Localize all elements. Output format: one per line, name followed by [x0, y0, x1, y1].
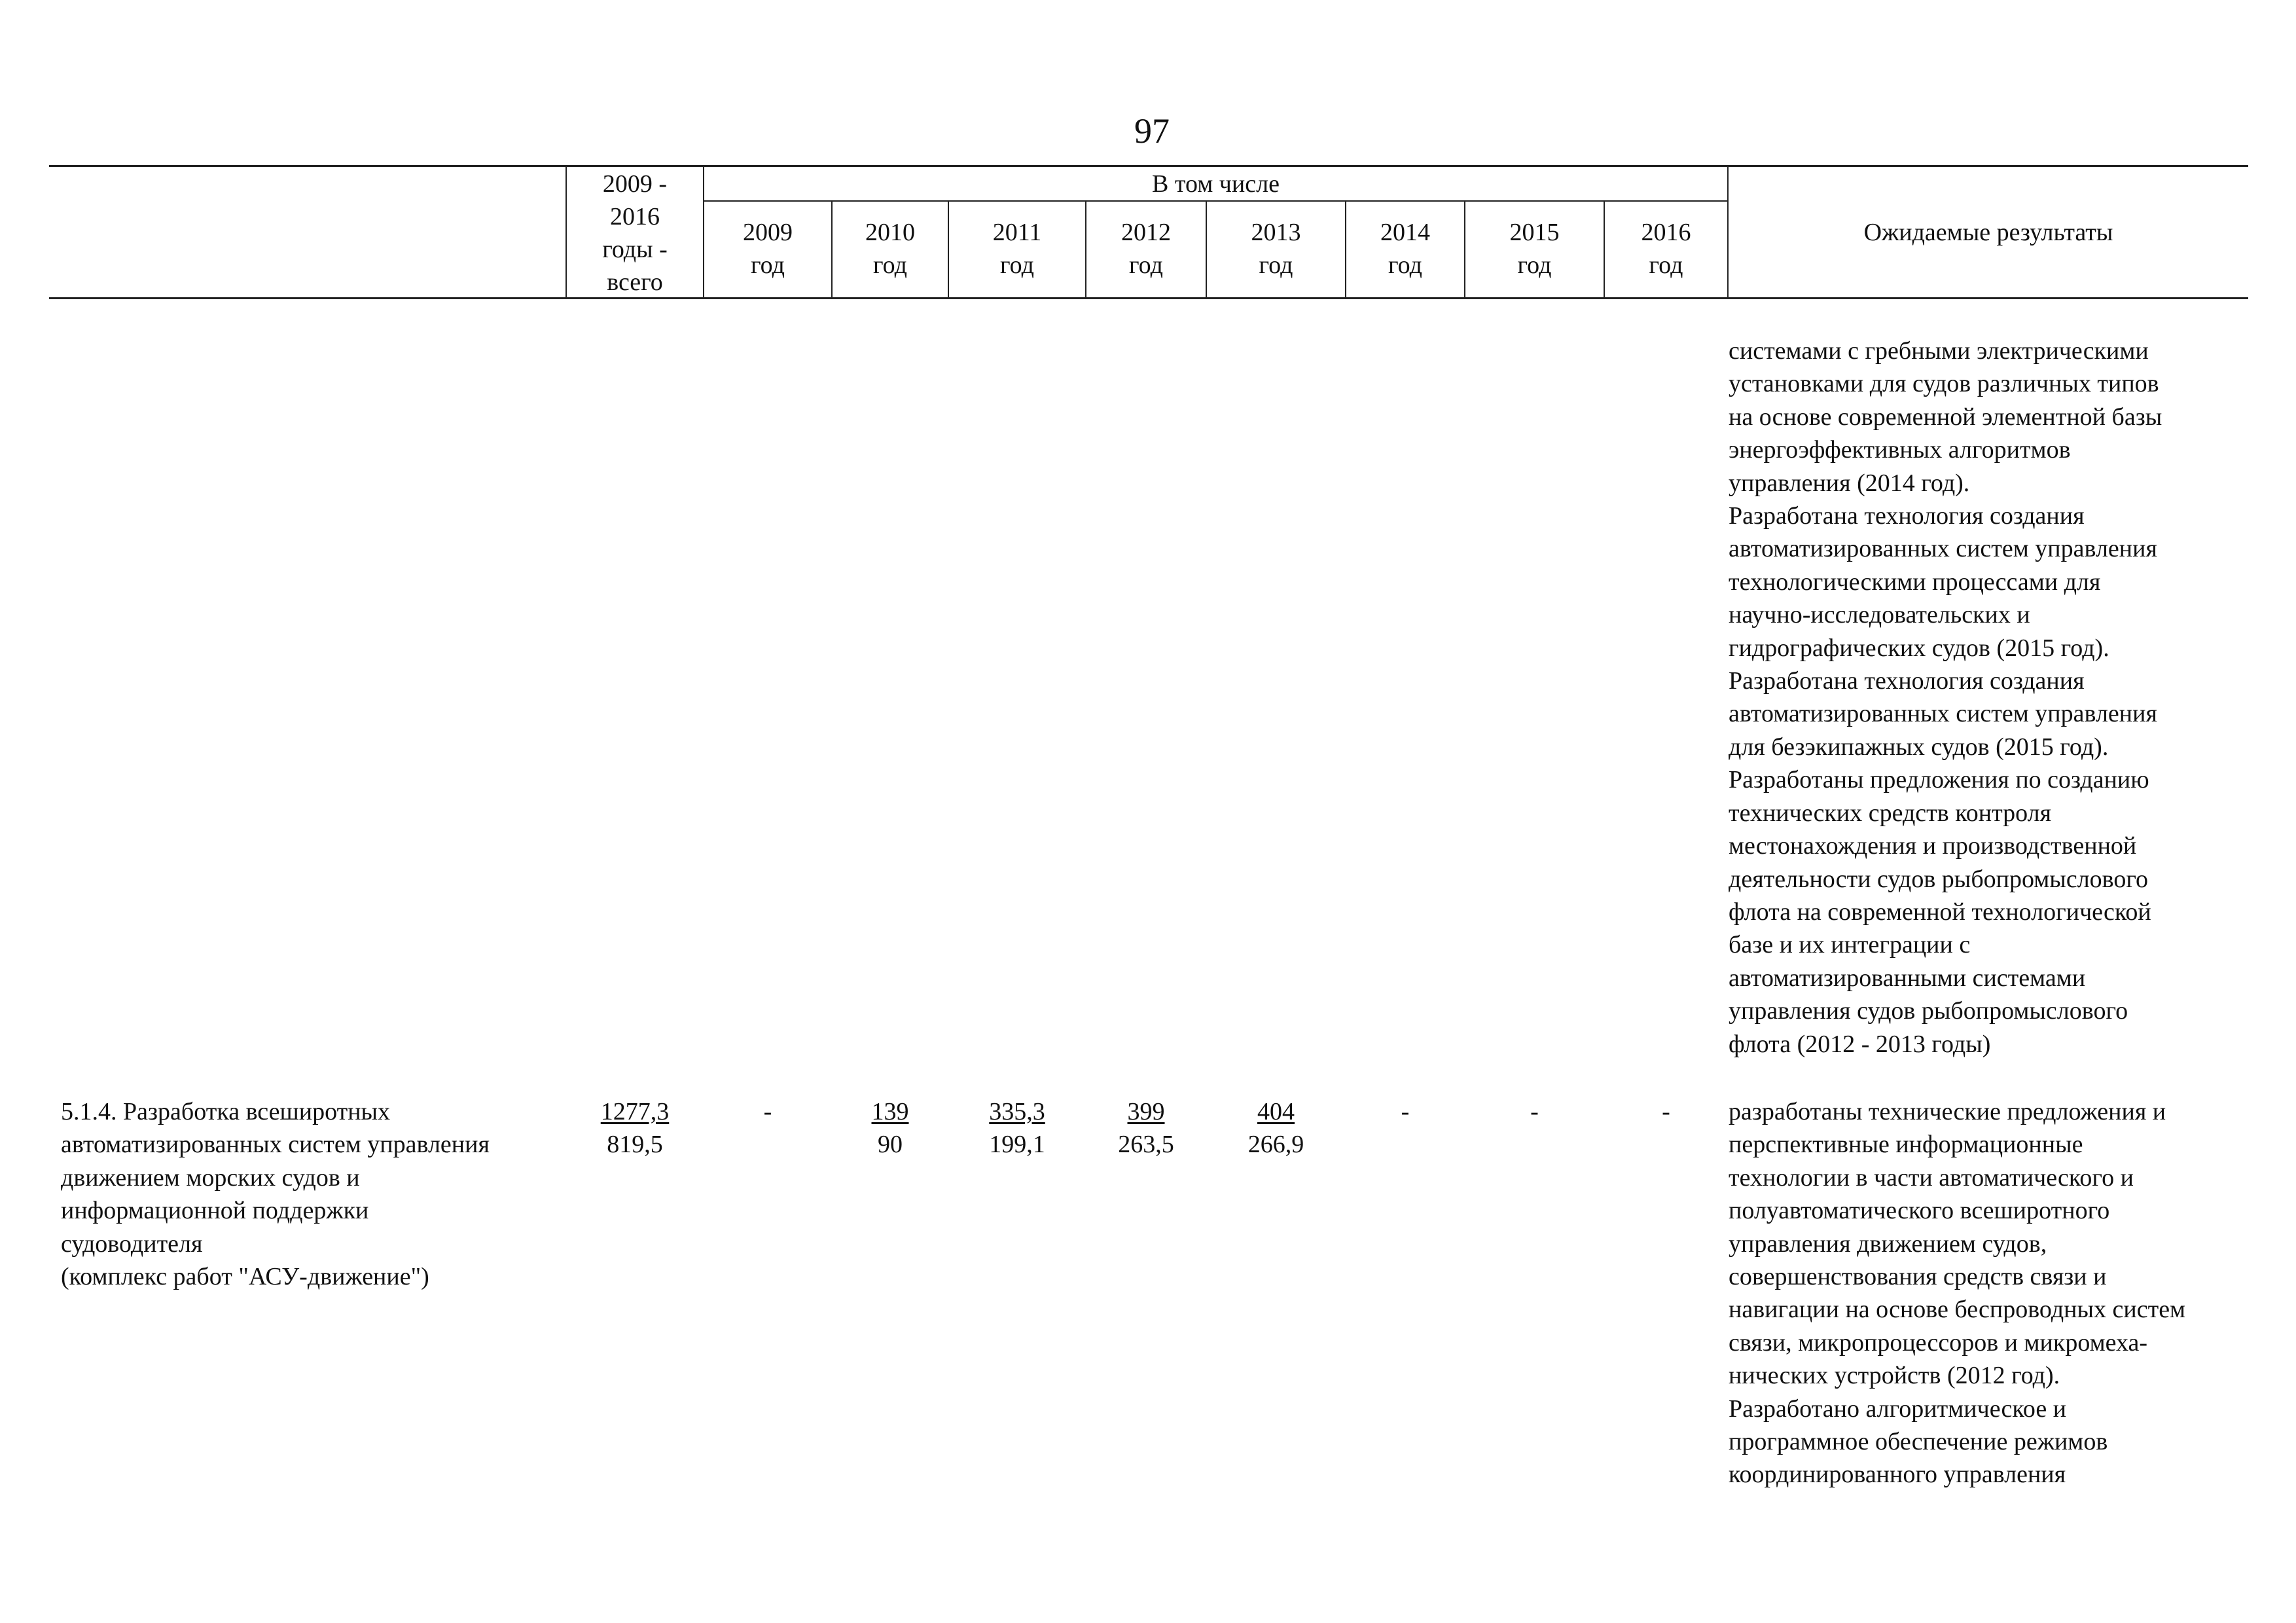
row-514-title: 5.1.4. Разработка всеширотных автоматизированных систем управления движением морских судов и информационной поддержки судоводителя (комплекс работ "АСУ-движение"): [61, 1098, 490, 1291]
header-year-2014: [1346, 216, 1464, 282]
header-results-label: Ожидаемые результаты: [1863, 219, 2113, 246]
header-year-2011: [949, 216, 1085, 282]
funding-value: 139: [871, 1098, 909, 1125]
year-label: 2014: [1380, 219, 1430, 246]
header-year-2009: [704, 216, 831, 282]
header-year-2016: [1605, 216, 1727, 282]
row-514-year-2016: [1605, 1095, 1727, 1128]
group-underline-rule: [703, 200, 1727, 202]
header-year-2012: [1086, 216, 1206, 282]
header-year-2010: [833, 216, 948, 282]
funding-value: 404: [1257, 1098, 1295, 1125]
header-total-line: всего: [607, 268, 663, 296]
year-label: 2010: [865, 219, 915, 246]
row-514-year-2009: [704, 1095, 831, 1128]
header-total-line: годы -: [602, 236, 668, 263]
header-total-line: 2009 -: [602, 170, 668, 198]
row-514-total: [567, 1095, 703, 1161]
header-group-label: В том числе: [1152, 170, 1280, 198]
continuation-result-text: системами с гребными электрическими установками для судов различных типов на основе современной элементной базы энергоэффективных алгоритмов управления (2014 год). Разработана технология создания автоматизированных систем управления технологическими процессами для научно-исследовательских и гидрографических судов (2015 год). Разработана технология создания автоматизированных систем управления для безэкипажных судов (2015 год). Разработаны предложения по созданию технических средств контроля местонахождения и производственной деятельности судов рыбопромыслового флота на современной технологической базе и их интеграции с автоматизированными системами управления судов рыбопромыслового флота (2012 - 2013 годы): [1729, 337, 2162, 1058]
year-label: 2012: [1121, 219, 1171, 246]
page-number: 97: [1134, 111, 1170, 151]
row-514-year-2012: [1086, 1095, 1206, 1161]
budget-value: 199,1: [989, 1131, 1045, 1158]
year-label: 2016: [1641, 219, 1691, 246]
row-514-year-2015: [1465, 1095, 1604, 1128]
funding-value: -: [1401, 1098, 1410, 1125]
year-label: 2013: [1251, 219, 1301, 246]
funding-value: -: [1662, 1098, 1670, 1125]
funding-value: 399: [1127, 1098, 1165, 1125]
row-514-year-2010: [833, 1095, 948, 1161]
row-514-result: разработаны технические предложения и перспективные информационные технологии в части автоматического и полуавтоматического всеширотного управления движением судов, совершенствования средств связи и навигации на основе беспроводных систем связи, микропроцессоров и микромеха- нических устройств (2012 год). Разработано алгоритмическое и программное обеспечение режимов координированного управления: [1729, 1098, 2186, 1489]
header-bottom-rule: [49, 297, 2248, 299]
header-year-2013: [1207, 216, 1345, 282]
year-label: 2015: [1509, 219, 1560, 246]
year-unit: год: [1259, 251, 1293, 279]
year-label: 2011: [992, 219, 1042, 246]
funding-value: -: [763, 1098, 772, 1125]
year-unit: год: [1517, 251, 1552, 279]
year-unit: год: [1129, 251, 1163, 279]
header-top-rule: [49, 165, 2248, 167]
total-funding-value: 1277,3: [600, 1098, 670, 1125]
budget-value: 266,9: [1247, 1131, 1304, 1158]
year-unit: год: [873, 251, 907, 279]
year-label: 2009: [743, 219, 793, 246]
year-unit: год: [1649, 251, 1683, 279]
row-514-year-2011: [949, 1095, 1085, 1161]
year-unit: год: [751, 251, 785, 279]
year-unit: год: [1388, 251, 1422, 279]
budget-value: 90: [878, 1131, 903, 1158]
budget-value: 263,5: [1118, 1131, 1174, 1158]
funding-value: -: [1530, 1098, 1539, 1125]
row-514-year-2013: [1207, 1095, 1345, 1161]
total-budget-value: 819,5: [607, 1131, 663, 1158]
row-514-year-2014: [1346, 1095, 1464, 1128]
header-total-line: 2016: [610, 203, 660, 230]
funding-value: 335,3: [989, 1098, 1045, 1125]
header-total-cell: [567, 168, 703, 299]
header-year-2015: [1465, 216, 1604, 282]
year-unit: год: [1000, 251, 1034, 279]
